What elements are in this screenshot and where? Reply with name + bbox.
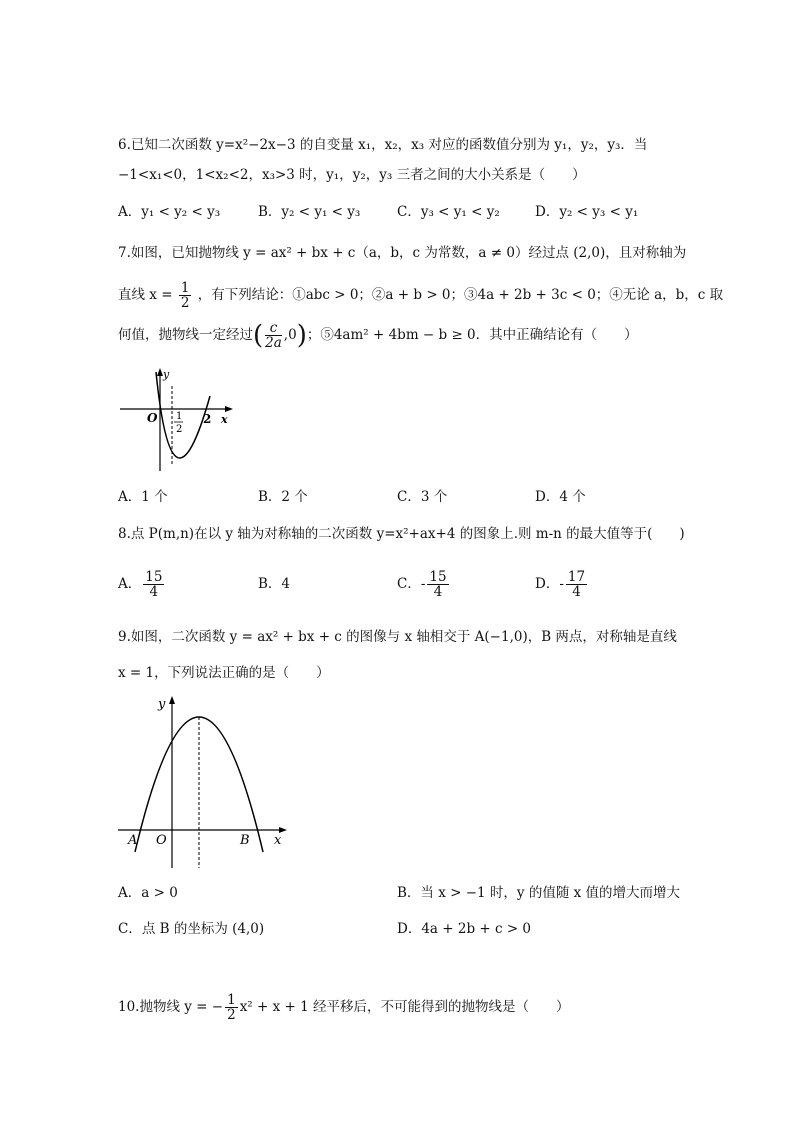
q7-fig-half-den: 2 (176, 424, 183, 435)
q8-option-c-label: C．- (397, 576, 426, 592)
q7-stem-line1: 7.如图，已知抛物线 y = ax² + bx + c（a，b，c 为常数，a ≠ 0）经过点 (2,0)，且对称轴为 (118, 245, 687, 261)
q8-option-c (397, 566, 451, 602)
q8-option-c-den: 4 (433, 584, 443, 600)
q9-fig-x-label: x (274, 833, 282, 848)
q7-point-num: c (265, 321, 282, 336)
q6-stem-line1: 6.已知二次函数 y=x²−2x−3 的自变量 x₁，x₂，x₃ 对应的函数值分别为 y₁，y₂，y₃．当 (118, 137, 648, 153)
q8-option-a-label: A． (118, 576, 142, 592)
q6-stem-line2: −1<x₁<0，1<x₂<2，x₃>3 时，y₁，y₂，y₃ 三者之间的大小关系是（ ） (118, 167, 586, 183)
q8-option-b: B．4 (258, 576, 291, 592)
q9-option-b: B．当 x > −1 时，y 的值随 x 值的增大而增大 (397, 885, 681, 901)
q7-option-c: C．3 个 (397, 489, 448, 505)
q9-stem-line1: 9.如图，二次函数 y = ax² + bx + c 的图像与 x 轴相交于 A(−1,0)，B 两点，对称轴是直线 (118, 629, 677, 645)
q9-fig-b-label: B (240, 833, 250, 848)
q8-option-a (118, 566, 166, 602)
q7-fig-y-label: y (163, 368, 170, 381)
q7-fig-half-num: 1 (176, 411, 183, 422)
q7-point-fraction (265, 321, 282, 350)
q8-option-d-den: 4 (572, 584, 581, 600)
q9-fig-y-label: y (158, 697, 166, 712)
q7-stem-line3-end: ；⑤4am² + 4bm − b ≥ 0．其中正确结论有（ ） (306, 327, 638, 343)
q6-option-c: C．y₃ < y₁ < y₂ (397, 204, 500, 220)
q8-option-d-label: D．- (535, 576, 564, 592)
q7-option-b: B．2 个 (258, 489, 308, 505)
q8-option-c-num: 15 (429, 569, 447, 585)
q6-option-d: D．y₂ < y₃ < y₁ (535, 204, 639, 220)
q9-option-d: D．4a + 2b + c > 0 (397, 921, 532, 937)
q10-stem-start: 10.抛物线 y = − (118, 999, 224, 1015)
q7-stem-line2 (118, 280, 723, 310)
q7-fig-two-label: 2 (203, 412, 212, 426)
q10-stem-end: x² + x + 1 经平移后，不可能得到的抛物线是（ ） (239, 999, 570, 1015)
q7-fig-x-label: x (221, 413, 228, 426)
q9-fig-origin-label: O (156, 833, 167, 848)
q6-option-a: A．y₁ < y₂ < y₃ (118, 204, 221, 220)
q9-option-c: C．点 B 的坐标为 (4,0) (118, 921, 265, 937)
q7-half-fraction (179, 281, 192, 310)
q7-point-den: 2a (265, 335, 282, 351)
q9-fig-a-label: A (128, 833, 138, 848)
q10-half-den: 2 (227, 1007, 236, 1023)
q8-option-d-num: 17 (567, 569, 586, 585)
q7-option-a: A．1 个 (118, 489, 168, 505)
q7-stem-line2-start: 直线 x = (118, 287, 173, 303)
q8-option-a-num: 15 (145, 569, 163, 585)
q7-point-tail: ,0 (283, 327, 297, 343)
q9-option-a: A．a > 0 (118, 885, 178, 901)
q10-half-num: 1 (227, 992, 236, 1008)
q7-stem-line3: 何值，抛物线一定经过( $\frac{c}{2a}$ ,0)；⑤4am² + 4bm − b ≥ 0．其中正确结论有（ ） (118, 320, 638, 351)
q8-option-a-den: 4 (149, 584, 159, 600)
q8-option-d (535, 566, 589, 602)
q7-option-d: D．4 个 (535, 489, 586, 505)
q9-stem-line2: x = 1，下列说法正确的是（ ） (118, 665, 330, 681)
q7-stem-line2-end: ，有下列结论：①abc > 0；②a + b > 0；③4a + 2b + 3c < 0；④无论 a，b，c 取 (197, 287, 724, 303)
q7-half-den: 2 (180, 295, 190, 311)
q7-half-num: 1 (180, 280, 190, 296)
q9-parabola-figure (118, 692, 293, 872)
q7-parabola-figure (115, 366, 240, 476)
q10-stem (118, 990, 570, 1024)
q6-option-b: B．y₂ < y₁ < y₃ (258, 204, 361, 220)
q7-stem-line3-start: 何值，抛物线一定经过 (118, 327, 253, 343)
q8-stem: 8.点 P(m,n)在以 y 轴为对称轴的二次函数 y=x²+ax+4 的图象上.则 m-n 的最大值等于( ) (118, 526, 685, 542)
q7-fig-origin-label: O (147, 411, 158, 425)
